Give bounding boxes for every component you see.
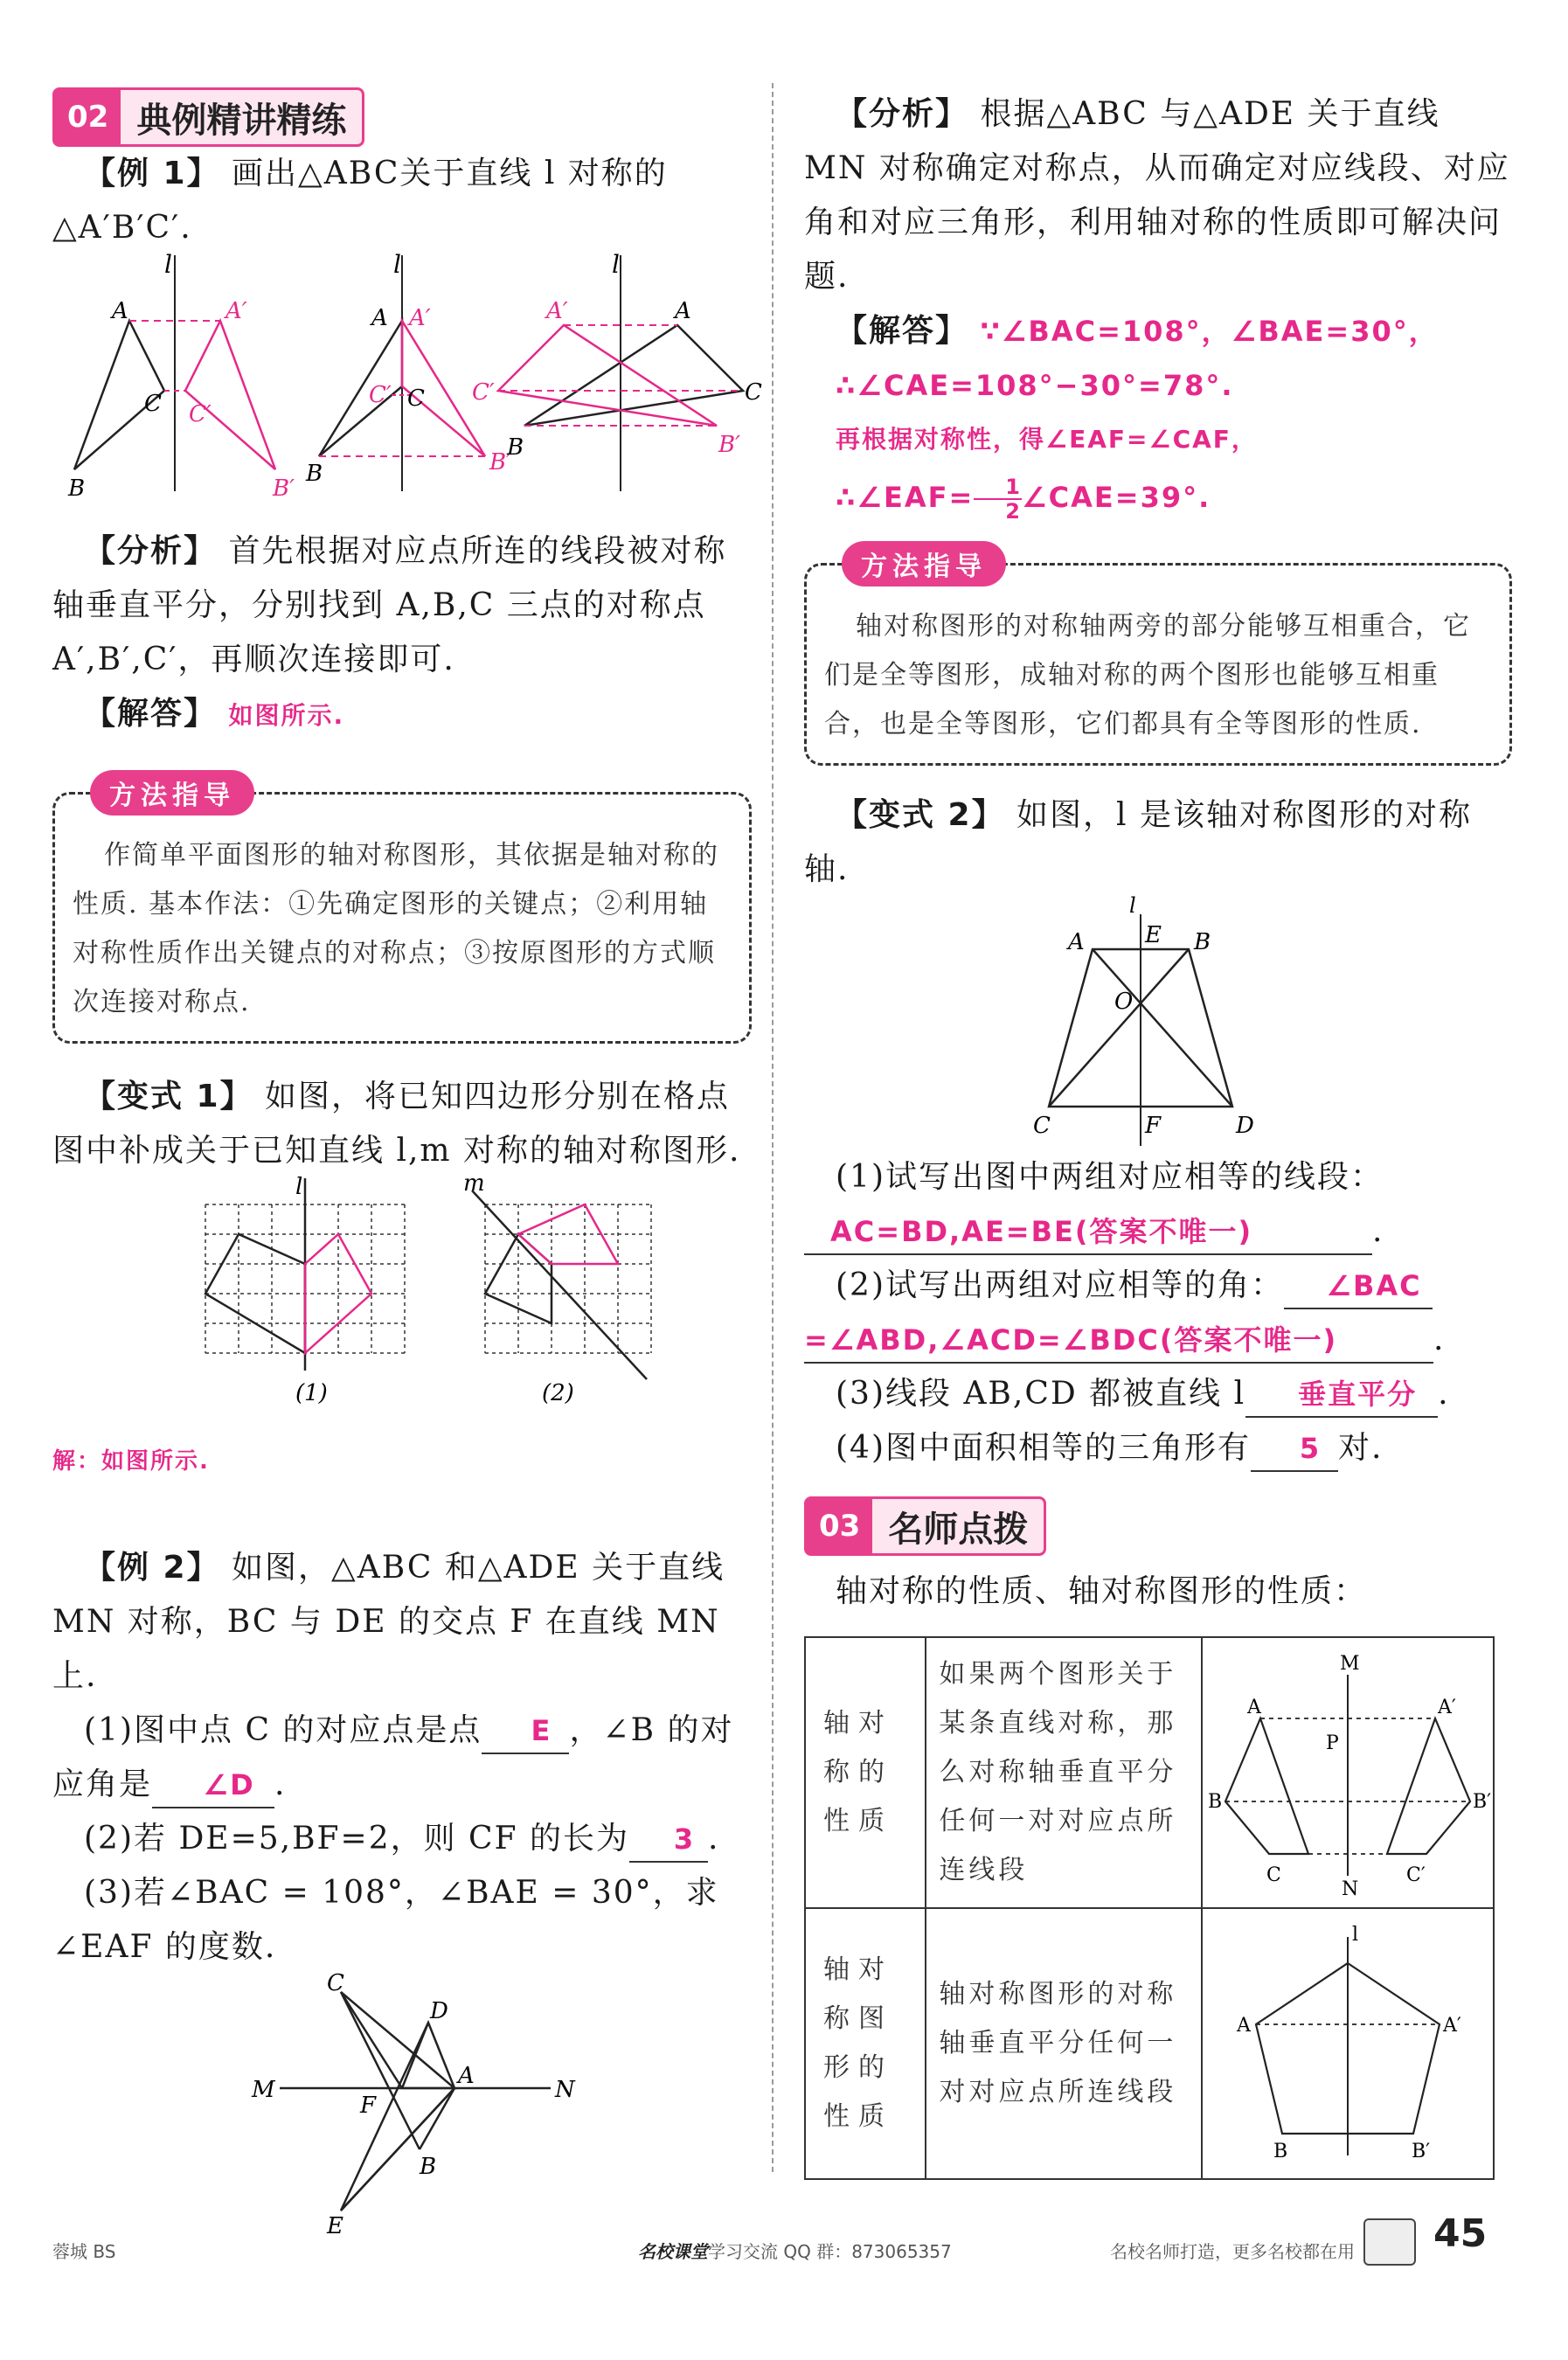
variant-2-q3-answer: 垂直平分 <box>1245 1372 1438 1418</box>
example-2-text: 如图，△ABC 和△ADE 关于直线 MN 对称，BC 与 DE 的交点 F 在直线 MN 上. <box>52 1550 725 1694</box>
row1-desc: 如果两个图形关于某条直线对称，那么对称轴垂直平分任何一对对应点所连线段 <box>926 1637 1202 1908</box>
footer-right: 名校名师打造，更多名校都在用 <box>1110 2241 1355 2262</box>
table-row <box>805 1908 1494 2179</box>
variant-2-question <box>804 788 1512 897</box>
svg-text:A: A <box>675 298 691 324</box>
variant-2-q1: (1)试写出图中两组对应相等的线段： <box>836 1159 1384 1195</box>
variant-2-label: 【变式 2】 <box>836 797 1005 833</box>
svg-text:M: M <box>252 2077 275 2103</box>
table-row <box>805 1637 1494 1908</box>
variant-1-question <box>52 1070 752 1178</box>
q1-answer-b: ∠D <box>152 1763 274 1808</box>
svg-text:E: E <box>327 2213 343 2239</box>
svg-text:A: A <box>1068 929 1085 955</box>
example-2-figure <box>52 1970 752 2239</box>
svg-text:B: B <box>507 434 524 461</box>
svg-text:F: F <box>1145 1113 1162 1139</box>
svg-text:C′: C′ <box>1406 1864 1426 1886</box>
variant-2-q2-answer-a: ∠BAC <box>1284 1264 1433 1309</box>
q1-answer-a: E <box>482 1709 569 1754</box>
svg-text:B: B <box>306 461 323 487</box>
page-number: 45 <box>1433 2211 1488 2256</box>
variant-2-q3-text: (3)线段 AB,CD 都被直线 l <box>836 1376 1246 1412</box>
variant-2-q2 <box>804 1259 1512 1313</box>
variant-1-caption-2: (2) <box>542 1380 574 1406</box>
variant-2-q4-text: (4)图中面积相等的三角形有 <box>836 1430 1251 1466</box>
answer-line-4-post: ∠CAE=39°. <box>1021 481 1211 514</box>
svg-text:B: B <box>420 2154 437 2180</box>
svg-text:E: E <box>1145 922 1162 948</box>
svg-text:A′: A′ <box>225 298 247 324</box>
q1-part-b: ，∠B 的对应角是 <box>52 1712 734 1802</box>
section-number-03: 03 <box>807 1499 872 1553</box>
svg-text:F: F <box>360 2093 377 2119</box>
right-column <box>804 87 1512 2180</box>
variant-1-text: 如图，将已知四边形分别在格点图中补成关于已知直线 l,m 对称的轴对称图形. <box>52 1079 741 1169</box>
example-1-analysis <box>52 524 752 687</box>
section-title: 典例精讲精练 <box>136 100 347 141</box>
example-2-label: 【例 2】 <box>84 1550 220 1586</box>
svg-text:C: C <box>144 391 162 417</box>
row2-desc: 轴对称图形的对称轴垂直平分任何一对对应点所连线段 <box>926 1908 1202 2179</box>
svg-text:B′: B′ <box>489 449 512 475</box>
answer-line-3: 再根据对称性，得∠EAF=∠CAF， <box>836 425 1258 454</box>
analysis-text: 首先根据对应点所连的线段被对称轴垂直平分，分别找到 A,B,C 三点的对称点 A′,B′,C′，再顺次连接即可. <box>52 533 727 677</box>
svg-text:M: M <box>1340 1653 1360 1675</box>
answer-line-4 <box>804 467 1512 528</box>
svg-text:C: C <box>327 1970 344 1996</box>
variant-1-figures <box>52 1170 752 1432</box>
svg-text:N: N <box>1342 1878 1359 1900</box>
svg-text:B′: B′ <box>1412 2141 1431 2162</box>
method-guide-badge: 方法指导 <box>90 770 254 816</box>
fraction-denominator: 2 <box>1005 499 1022 524</box>
svg-text:B: B <box>1194 929 1211 955</box>
svg-text:C: C <box>1266 1864 1281 1886</box>
answer-text: 如图所示. <box>228 701 345 730</box>
answer-line-2: ∴∠CAE=108°−30°=78°. <box>836 369 1234 402</box>
fraction-numerator: 1 <box>974 475 1022 500</box>
variant-2-q4-post: 对. <box>1338 1430 1384 1466</box>
left-column <box>52 87 762 2239</box>
svg-text:C′: C′ <box>369 382 392 408</box>
svg-text:C: C <box>407 385 425 412</box>
variant-2-q1-answer-line: AC=BD,AE=BE(答案不唯一) . <box>804 1204 1512 1259</box>
row2-figure <box>1202 1908 1494 2179</box>
example-1-figures <box>52 250 762 517</box>
example-1-figure-b <box>305 250 511 491</box>
variant-2-figure <box>804 893 1512 1150</box>
variant-2-q2-answer-b: =∠ABD,∠ACD=∠BDC(答案不唯一) <box>804 1318 1433 1364</box>
variant-2-q2-text: (2)试写出两组对应相等的角： <box>836 1267 1284 1303</box>
example-1-figure-a <box>67 250 295 502</box>
svg-text:l: l <box>295 1174 303 1200</box>
column-divider <box>772 83 774 2172</box>
example-1-question <box>52 147 752 255</box>
example-2-q3: (3)若∠BAC = 108°，∠BAE = 30°，求∠EAF 的度数. <box>52 1875 719 1965</box>
footer-center-text: 学习交流 QQ 群：873065357 <box>708 2241 952 2262</box>
example-2-question <box>52 1541 752 1704</box>
svg-text:A: A <box>1237 2015 1251 2037</box>
section-number: 02 <box>55 90 121 144</box>
book-logo-icon <box>1363 2218 1416 2266</box>
svg-text:O: O <box>1114 989 1134 1015</box>
row1-name: 轴对称的性质 <box>805 1637 926 1908</box>
svg-text:A: A <box>458 2063 475 2089</box>
q2-answer: 3 <box>629 1817 708 1863</box>
variant-2-q4 <box>804 1421 1512 1475</box>
analysis-label: 【分析】 <box>84 533 218 569</box>
svg-text:P: P <box>1326 1732 1339 1754</box>
example-2-answer <box>804 304 1512 358</box>
analysis-text-2: 根据△ABC 与△ADE 关于直线 MN 对称确定对称点，从而确定对应线段、对应角和对应三角形，利用轴对称的性质即可解决问题. <box>804 96 1510 295</box>
svg-text:B′: B′ <box>273 475 295 502</box>
section-03-header <box>804 1496 1046 1556</box>
example-1-figure-c <box>472 250 762 491</box>
row2-name: 轴对称图形的性质 <box>805 1908 926 2179</box>
svg-text:l: l <box>612 250 620 279</box>
svg-text:D: D <box>1236 1113 1254 1139</box>
example-1-answer <box>52 687 752 743</box>
svg-text:B′: B′ <box>1473 1791 1492 1813</box>
svg-text:A′: A′ <box>409 305 431 331</box>
svg-text:N: N <box>555 2077 575 2103</box>
answer-line-4-pre: ∴∠EAF= <box>836 481 975 514</box>
method-guide-box-1 <box>52 781 752 1044</box>
svg-text:C′: C′ <box>472 379 495 406</box>
q1-part-a: (1)图中点 C 的对应点是点 <box>84 1712 482 1748</box>
svg-text:D: D <box>430 1998 448 2024</box>
section-title-03: 名师点拨 <box>888 1509 1029 1550</box>
svg-text:C′: C′ <box>189 401 212 427</box>
variant-2-q2-answer-line: =∠ABD,∠ACD=∠BDC(答案不唯一) . <box>804 1313 1512 1367</box>
answer-label: 【解答】 <box>84 696 218 732</box>
variant-2-q1-answer: AC=BD,AE=BE(答案不唯一) <box>804 1210 1372 1255</box>
method-guide-badge-2: 方法指导 <box>842 541 1006 587</box>
footer-left: 蓉城 BS <box>52 2241 116 2262</box>
answer-label-2: 【解答】 <box>836 313 969 349</box>
fraction-half <box>974 475 1022 523</box>
svg-text:A: A <box>1247 1697 1261 1718</box>
svg-text:l: l <box>1352 1924 1359 1946</box>
svg-text:B: B <box>1273 2141 1288 2162</box>
example-2-analysis <box>804 87 1512 304</box>
svg-text:B′: B′ <box>718 432 741 458</box>
variant-1-caption-1: (1) <box>295 1380 328 1406</box>
variant-2-q4-answer: 5 <box>1251 1426 1338 1472</box>
footer-logo-text: 名校课堂 <box>638 2241 708 2262</box>
example-2-q1: (1)图中点 C 的对应点是点 E ，∠B 的对应角是 ∠D . <box>52 1704 752 1812</box>
svg-text:A: A <box>112 298 128 324</box>
svg-text:A: A <box>371 305 388 331</box>
svg-text:l: l <box>164 250 172 279</box>
example-1-label: 【例 1】 <box>84 156 220 191</box>
method-guide-text-2: 轴对称图形的对称轴两旁的部分能够互相重合，它们是全等图形，成轴对称的两个图形也能够互相重合，也是全等图形，它们都具有全等图形的性质. <box>824 611 1471 739</box>
answer-line-1: ∵∠BAC=108°，∠BAE=30°， <box>980 315 1439 348</box>
analysis-label-2: 【分析】 <box>836 96 969 132</box>
section-02-header <box>52 87 364 147</box>
svg-text:l: l <box>1129 893 1136 918</box>
svg-text:A′: A′ <box>546 298 568 324</box>
q2-text: (2)若 DE=5,BF=2，则 CF 的长为 <box>84 1821 630 1857</box>
example-2-q2: (2)若 DE=5,BF=2，则 CF 的长为 3 . <box>52 1812 752 1866</box>
example-1-text: 画出△ABC关于直线 l 对称的△A′B′C′. <box>52 156 668 246</box>
svg-text:C: C <box>745 379 762 406</box>
row1-figure <box>1202 1637 1494 1908</box>
variant-2-text: 如图，l 是该轴对称图形的对称轴. <box>804 797 1473 887</box>
method-guide-box-2 <box>804 552 1512 766</box>
section-03-intro: 轴对称的性质、轴对称图形的性质： <box>836 1573 1368 1609</box>
svg-text:l: l <box>393 250 401 279</box>
svg-text:m: m <box>463 1170 485 1197</box>
svg-text:B: B <box>1208 1791 1223 1813</box>
variant-2-q3: (3)线段 AB,CD 都被直线 l 垂直平分 . <box>804 1367 1512 1421</box>
variant-1-answer <box>52 1432 752 1489</box>
svg-text:A′: A′ <box>1443 2015 1461 2037</box>
svg-text:C: C <box>1033 1113 1051 1139</box>
variant-1-grid-2 <box>485 1204 651 1353</box>
svg-text:B: B <box>68 475 86 502</box>
variant-1-label: 【变式 1】 <box>84 1079 253 1114</box>
variant-1-answer-text: 解：如图所示. <box>52 1448 210 1475</box>
footer-center <box>638 2238 952 2263</box>
svg-text:A′: A′ <box>1438 1697 1456 1718</box>
method-guide-text: 作简单平面图形的轴对称图形，其依据是轴对称的性质. 基本作法：①先确定图形的关键点；②利用轴对称性质作出关键点的对称点；③按原图形的方式顺次连接对称点. <box>73 840 719 1017</box>
properties-table <box>804 1636 1495 2180</box>
